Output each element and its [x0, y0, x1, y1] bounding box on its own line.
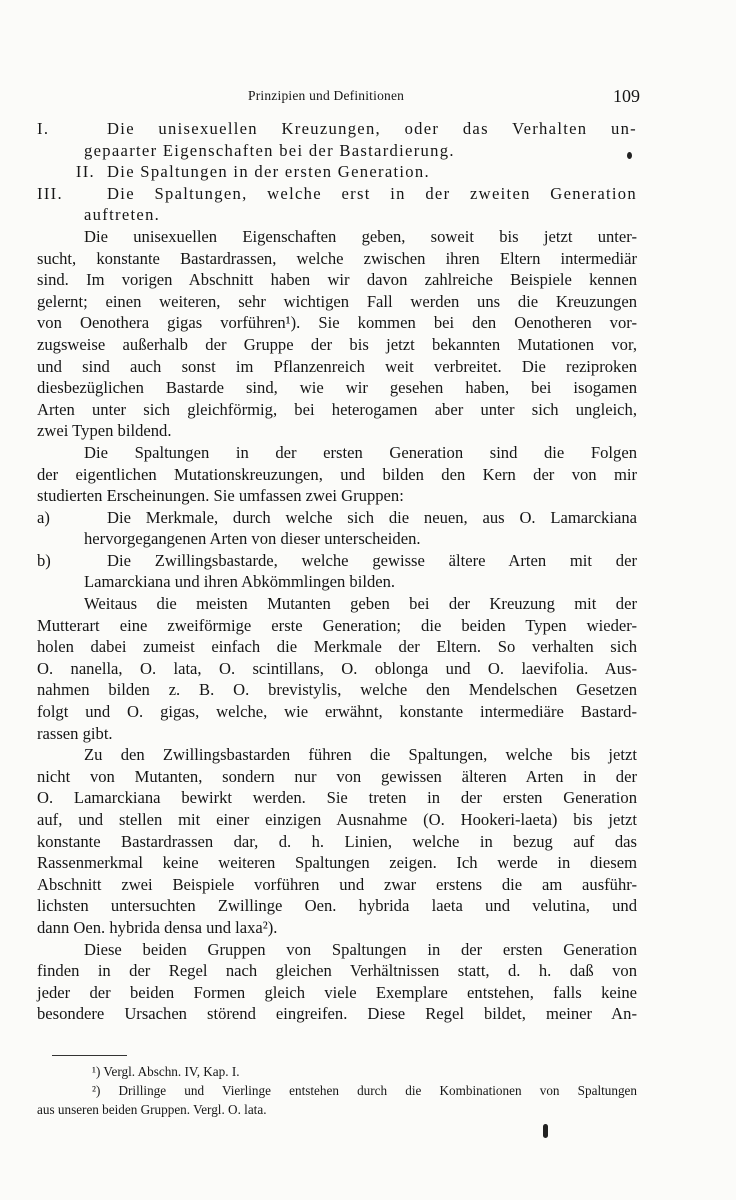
text-line: auf, und stellen mit einer einzigen Ausnahme (O. Hookeri-laeta) bis jetzt: [37, 810, 637, 829]
text-line: Abschnitt zwei Beispiele vorführen und zwar erstens die am ausführ-: [37, 874, 637, 894]
text-line: von Oenothera gigas vorführen¹). Sie kommen bei den Oenotheren vor-: [37, 313, 637, 333]
text-line: hervorgegangenen Arten von dieser unterscheiden.: [84, 529, 421, 549]
text-line: O. nanella, O. lata, O. scintillans, O. oblonga und O. laevifolia. Aus-: [37, 658, 637, 678]
text-line: O. Lamarckiana bewirkt werden. Sie treten in der ersten Generation: [37, 788, 637, 808]
list-marker: b): [37, 550, 51, 570]
text-line: sind. Im vorigen Abschnitt haben wir davon zahlreiche Beispiele kennen: [37, 270, 637, 290]
text-line: und sind auch sonst im Pflanzenreich weit verbreitet. Die reziproken: [37, 356, 637, 376]
text-line: Weitaus die meisten Mutanten geben bei der Kreuzung mit der: [84, 594, 637, 614]
main-text: [37, 118, 637, 1025]
list-marker: a): [37, 507, 50, 527]
text-line: Arten unter sich gleichförmig, bei heterogamen aber unter sich ungleich,: [37, 399, 637, 419]
list-item-text: Die Spaltungen, welche erst in der zweiten Generation: [107, 183, 637, 203]
text-line: dann Oen. hybrida densa und laxa²).: [37, 917, 278, 937]
text-line: Zu den Zwillingsbastarden führen die Spaltungen, welche bis jetzt: [84, 745, 637, 765]
text-line: zugsweise außerhalb der Gruppe der bis jetzt bekannten Mutationen vor,: [37, 334, 637, 354]
scan-speck: [627, 152, 632, 159]
text-line: Mutterart eine zweiförmige erste Generation; die beiden Typen wieder-: [37, 615, 637, 635]
text-line: diesbezüglichen Bastarde sind, wie wir gesehen haben, bei isogamen: [37, 378, 637, 398]
page-header: [0, 86, 736, 110]
text-line: Rassenmerkmal keine weiteren Spaltungen zeigen. Ich werde in diesem: [37, 853, 637, 873]
text-line: jeder der beiden Formen gleich viele Exemplare entstehen, falls keine: [37, 982, 637, 1002]
text-line: besondere Ursachen störend eingreifen. Diese Regel bildet, meiner An-: [37, 1004, 637, 1024]
text-line: Lamarckiana und ihren Abkömmlingen bilden.: [84, 572, 396, 592]
text-line: gelernt; einen weiteren, sehr wichtigen Fall werden uns die Kreuzungen: [37, 291, 637, 311]
list-item-text: Die Spaltungen in der ersten Generation.: [107, 162, 430, 182]
list-marker: I.: [37, 119, 50, 138]
scan-speck: [543, 1124, 548, 1138]
page-number: 109: [613, 86, 640, 106]
text-line: Die Spaltungen in der ersten Generation sind die Folgen: [84, 442, 637, 462]
list-item-text: Die unisexuellen Kreuzungen, oder das Verhalten un-: [107, 119, 637, 138]
text-line: [37, 183, 637, 205]
text-line: der eigentlichen Mutationskreuzungen, und bilden den Kern der von mir: [37, 464, 637, 484]
text-line: studierten Erscheinungen. Sie umfassen zwei Gruppen:: [37, 486, 404, 506]
list-item-text: Die Zwillingsbastarde, welche gewisse ältere Arten mit der: [107, 550, 637, 570]
text-line: folgt und O. gigas, welche, wie erwähnt, konstante intermediäre Bastard-: [37, 702, 637, 722]
text-line: Diese beiden Gruppen von Spaltungen in der ersten Generation: [84, 939, 637, 959]
list-marker: II.: [75, 162, 95, 182]
text-line: konstante Bastardrassen dar, d. h. Linien, welche in bezug auf das: [37, 831, 637, 851]
text-line: zwei Typen bildend.: [37, 421, 172, 441]
footnote: ²) Drillinge und Vierlinge entstehen durch die Kombinationen von Spaltungen: [92, 1083, 637, 1098]
running-title: Prinzipien und Definitionen: [248, 88, 405, 103]
text-line: nicht von Mutanten, sondern nur von gewissen älteren Arten in der: [37, 766, 637, 786]
text-line: [37, 550, 637, 572]
text-line: rassen gibt.: [37, 723, 113, 743]
text-line: nahmen bilden z. B. O. brevistylis, welche den Mendelschen Gesetzen: [37, 680, 637, 700]
text-line: finden in der Regel nach gleichen Verhältnissen statt, d. h. daß von: [37, 961, 637, 981]
footnotes: [37, 1062, 637, 1119]
text-line: auftreten.: [84, 205, 161, 225]
text-line: holen dabei zumeist einfach die Merkmale der Eltern. So verhalten sich: [37, 637, 637, 657]
text-line: [37, 161, 637, 183]
text-line: [37, 118, 637, 140]
text-line: gepaarter Eigenschaften bei der Bastardierung.: [84, 140, 455, 160]
footnote: aus unseren beiden Gruppen. Vergl. O. lata.: [37, 1102, 267, 1117]
text-line: lichsten untersuchten Zwillinge Oen. hybrida laeta und velutina, und: [37, 896, 637, 916]
list-marker: III.: [37, 183, 63, 203]
text-line: Die unisexuellen Eigenschaften geben, soweit bis jetzt unter-: [84, 226, 637, 246]
footnote-divider: [52, 1055, 127, 1056]
text-line: [37, 507, 637, 529]
text-line: sucht, konstante Bastardrassen, welche zwischen ihren Eltern intermediär: [37, 248, 637, 268]
list-item-text: Die Merkmale, durch welche sich die neuen, aus O. Lamarckiana: [107, 507, 637, 527]
footnote: ¹) Vergl. Abschn. IV, Kap. I.: [92, 1064, 240, 1079]
